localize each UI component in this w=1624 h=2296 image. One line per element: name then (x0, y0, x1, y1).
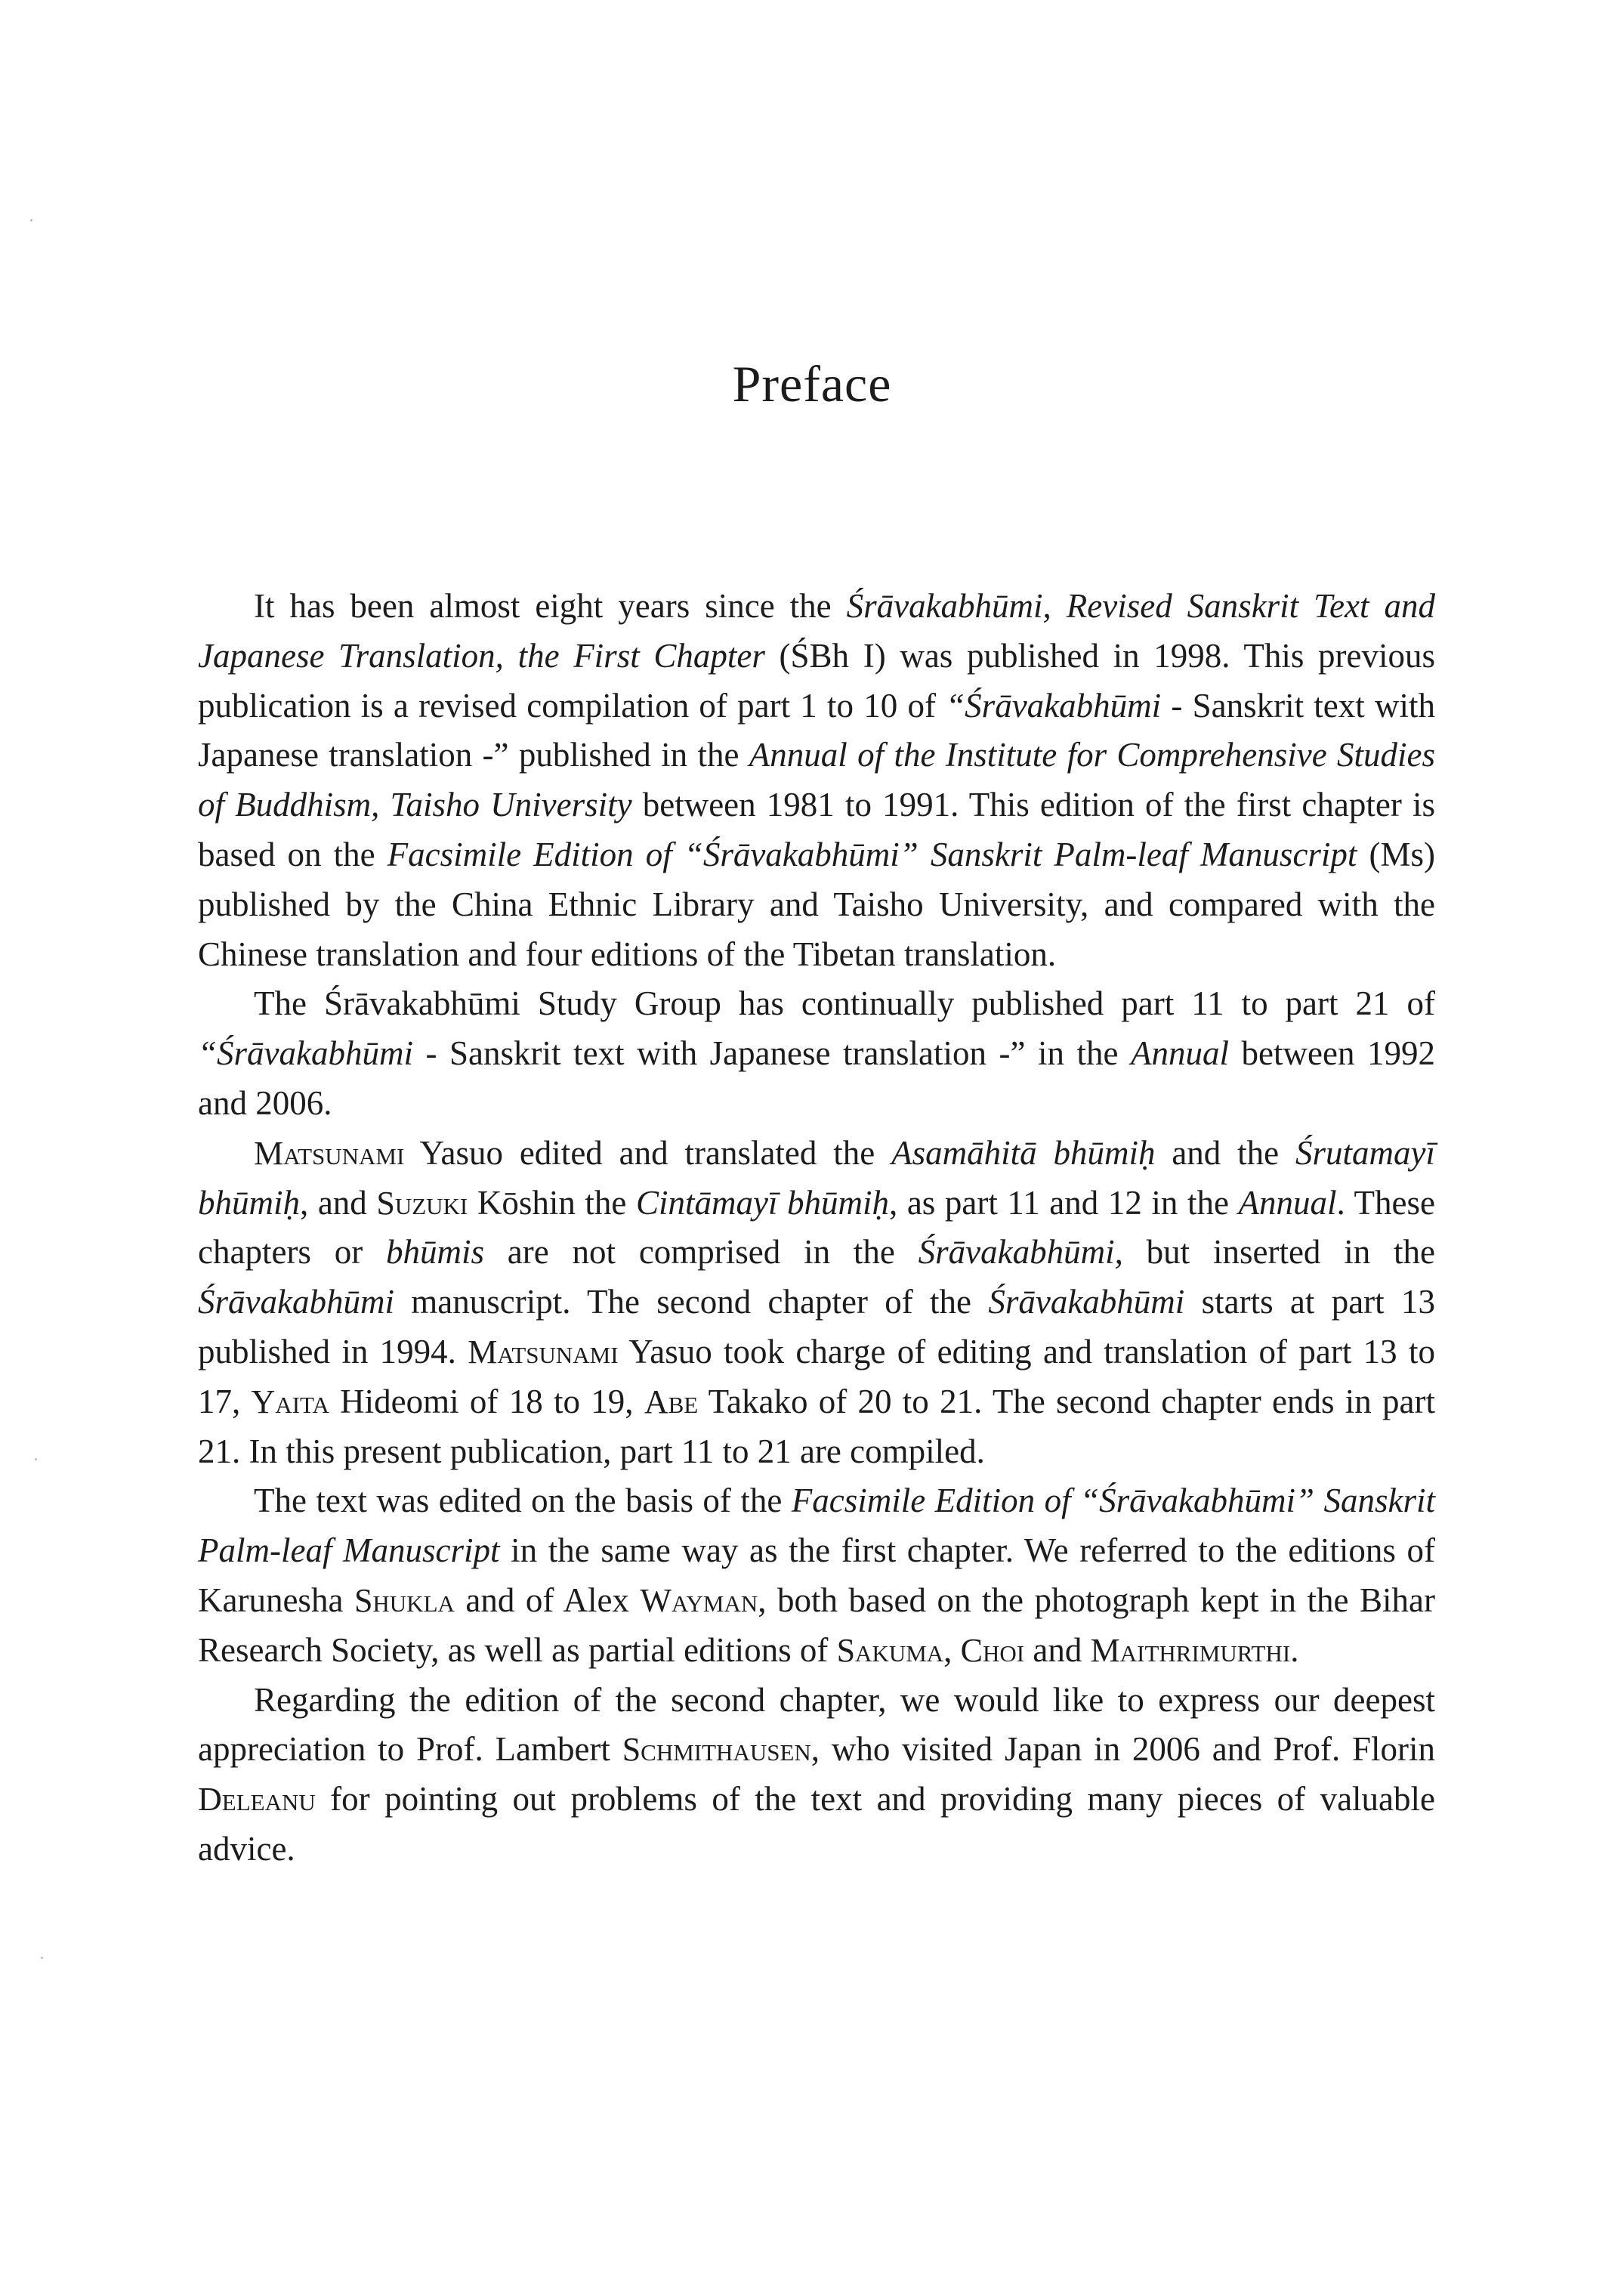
text-run: . (1290, 1630, 1299, 1669)
italic-title: Asamāhitā bhūmiḥ (891, 1133, 1156, 1172)
text-run: Yasuo took charge of editing and translation of part 13 to 17, (198, 1332, 1435, 1420)
author-surname: Sakuma (836, 1631, 944, 1669)
text-run: , as part 11 and 12 in the (889, 1183, 1239, 1222)
italic-title: Facsimile Edition of “Śrāvakabhūmi” Sanskrit Palm-leaf Manuscript (198, 1482, 1436, 1570)
text-run: between 1981 to 1991. This edition of the first chapter is based on the (198, 786, 1435, 873)
author-surname: Yaita (251, 1383, 329, 1420)
text-run: It has been almost eight years since the (254, 587, 847, 625)
text-run: starts at part 13 published in 1994. (198, 1283, 1435, 1370)
text-run: - Sanskrit text with Japanese translation -” published in the (198, 686, 1435, 774)
text-run: (ŚBh I) was published in 1998. This previous publication is a revised compilation of part 1 to 10 of (198, 636, 1435, 725)
text-run: The Śrāvakabhūmi Study Group has continually published part 11 to part 21 of (254, 984, 1435, 1023)
italic-title: Śrāvakabhūmi (988, 1283, 1185, 1321)
text-run: and the (1155, 1133, 1295, 1172)
italic-title: Annual (1131, 1034, 1230, 1073)
text-run: Kōshin the (468, 1183, 636, 1222)
text-run: Yasuo edited and translated the (404, 1133, 892, 1172)
italic-title: “Śrāvakabhūmi (946, 686, 1162, 725)
italic-title: Annual of the Institute for Comprehensive Studies of Buddhism, Taisho University (198, 736, 1435, 824)
author-surname: Matsunami (254, 1134, 405, 1172)
text-run: , (943, 1630, 961, 1669)
page-title: Preface (732, 355, 892, 413)
author-surname: Maithrimurthi (1090, 1631, 1291, 1669)
text-run: are not comprised in the (484, 1233, 919, 1272)
preface-paragraph-4 (198, 1476, 1435, 1675)
text-run: , who visited Japan in 2006 and Prof. Florin (810, 1730, 1435, 1769)
text-run: Takako of 20 to 21. The second chapter ends in part 21. In this present publication, part 11 to 21 are compiled. (198, 1382, 1436, 1470)
italic-title: Śrutamayī bhūmiḥ (198, 1133, 1435, 1222)
italic-title: Annual (1238, 1183, 1337, 1222)
author-surname: Wayman (640, 1581, 758, 1619)
preface-body (198, 582, 1435, 1874)
author-surname: Schmithausen (622, 1731, 811, 1769)
preface-paragraph-5 (198, 1676, 1435, 1874)
preface-paragraph-3 (198, 1129, 1435, 1477)
italic-title: Facsimile Edition of “Śrāvakabhūmi” Sanskrit Palm-leaf Manuscript (387, 835, 1357, 873)
scan-speck (30, 219, 32, 221)
preface-paragraph-1 (198, 582, 1435, 979)
text-run: between 1992 and 2006. (198, 1034, 1436, 1122)
text-run: The text was edited on the basis of the (254, 1482, 792, 1520)
italic-title: bhūmis (386, 1233, 485, 1272)
scan-speck (41, 1957, 43, 1959)
text-run: , and (300, 1183, 377, 1222)
italic-title: “Śrāvakabhūmi (198, 1034, 413, 1073)
text-run: and of Alex (454, 1581, 641, 1619)
text-run: manuscript. The second chapter of the (394, 1283, 989, 1321)
italic-title: Śrāvakabhūmi, Revised Sanskrit Text and Japanese Translation, the First Chapter (198, 587, 1435, 675)
text-run: and (1024, 1630, 1091, 1669)
text-run: . These chapters or (198, 1183, 1435, 1272)
italic-title: Śrāvakabhūmi, (918, 1233, 1123, 1272)
italic-title: Cintāmayī bhūmiḥ (635, 1183, 890, 1222)
author-surname: Matsunami (468, 1333, 619, 1370)
text-run: Regarding the edition of the second chapter, we would like to express our deepest appreciation to Prof. Lambert (198, 1680, 1435, 1769)
text-run: , both based on the photograph kept in the Bihar Research Society, as well as partial editions of (198, 1581, 1435, 1669)
text-run: for pointing out problems of the text and providing many pieces of valuable advice. (198, 1780, 1435, 1868)
author-surname: Deleanu (198, 1781, 316, 1819)
italic-title: Śrāvakabhūmi (198, 1283, 394, 1321)
text-run: (Ms) published by the China Ethnic Library and Taisho University, and compared with the Chinese translation and four editions of the Tibetan translation. (198, 835, 1435, 973)
author-surname: Abe (644, 1383, 699, 1420)
text-run: - Sanskrit text with Japanese translation -” in the (413, 1034, 1132, 1073)
text-run: in the same way as the first chapter. We referred to the editions of Karunesha (198, 1531, 1435, 1619)
text-run: but inserted in the (1122, 1233, 1435, 1272)
preface-paragraph-2 (198, 979, 1435, 1128)
scan-speck (35, 1458, 37, 1460)
author-surname: Shukla (354, 1581, 455, 1619)
author-surname: Suzuki (376, 1184, 468, 1222)
author-surname: Choi (960, 1631, 1025, 1669)
text-run: Hideomi of 18 to 19, (329, 1382, 644, 1420)
